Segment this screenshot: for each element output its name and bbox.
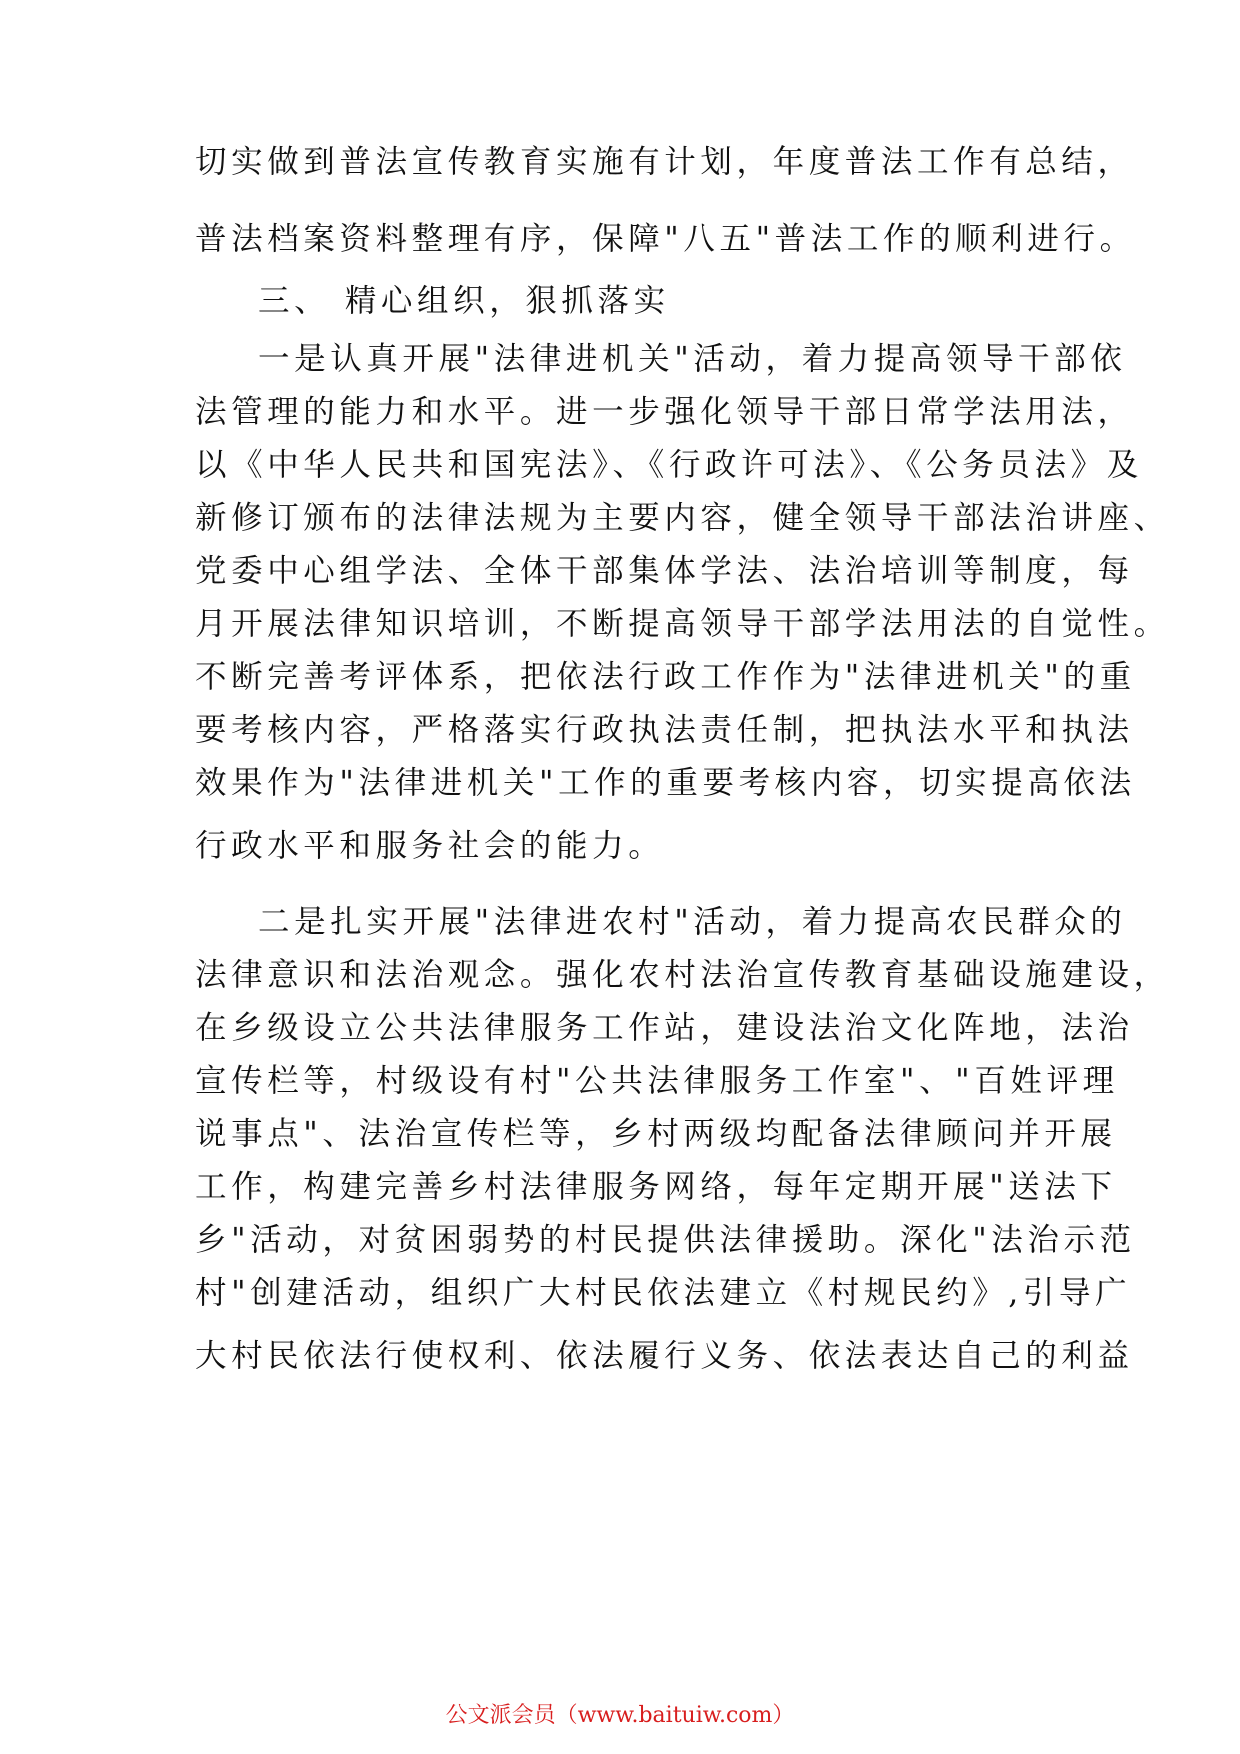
text-line-20: 乡"活动，对贫困弱势的村民提供法律援助。深化"法治示范 — [195, 1222, 1136, 1258]
text-line-18: 说事点"、法治宣传栏等，乡村两级均配备法律顾问并开展 — [195, 1116, 1117, 1152]
text-line-11: 要考核内容，严格落实行政执法责任制，把执法水平和执法 — [195, 712, 1134, 748]
text-line-13: 行政水平和服务社会的能力。 — [195, 828, 665, 864]
text-line-4: 一是认真开展"法律进机关"活动，着力提高领导干部依 — [258, 341, 1127, 377]
text-line-15: 法律意识和法治观念。强化农村法治宣传教育基础设施建设， — [195, 957, 1170, 993]
text-line-8: 党委中心组学法、全体干部集体学法、法治培训等制度，每 — [195, 553, 1134, 589]
text-line-17: 宣传栏等，村级设有村"公共法律服务工作室"、"百姓评理 — [195, 1063, 1119, 1099]
text-line-5: 法管理的能力和水平。进一步强化领导干部日常学法用法， — [195, 394, 1134, 430]
footer-watermark-link[interactable]: 公文派会员（www.baituiw.com） — [445, 1703, 795, 1728]
text-line-9: 月开展法律知识培训，不断提高领导干部学法用法的自觉性。 — [195, 606, 1170, 642]
text-line-10: 不断完善考评体系，把依法行政工作作为"法律进机关"的重 — [195, 659, 1136, 695]
text-line-6: 以《中华人民共和国宪法》、《行政许可法》、《公务员法》及 — [195, 447, 1143, 483]
text-line-21: 村"创建活动，组织广大村民依法建立《村规民约》,引导广 — [195, 1275, 1132, 1311]
text-line-14: 二是扎实开展"法律进农村"活动，着力提高农民群众的 — [258, 904, 1127, 940]
text-line-1: 切实做到普法宣传教育实施有计划，年度普法工作有总结， — [195, 144, 1134, 180]
text-line-16: 在乡级设立公共法律服务工作站，建设法治文化阵地，法治 — [195, 1010, 1134, 1046]
section-heading: 三、 精心组织，狠抓落实 — [258, 283, 670, 319]
text-line-7: 新修订颁布的法律法规为主要内容，健全领导干部法治讲座、 — [195, 500, 1170, 536]
text-line-22: 大村民依法行使权利、依法履行义务、依法表达自己的利益 — [195, 1338, 1134, 1374]
text-line-19: 工作，构建完善乡村法律服务网络，每年定期开展"送法下 — [195, 1169, 1117, 1205]
text-line-2: 普法档案资料整理有序，保障"八五"普法工作的顺利进行。 — [195, 221, 1136, 257]
text-line-12: 效果作为"法律进机关"工作的重要考核内容，切实提高依法 — [195, 765, 1136, 801]
